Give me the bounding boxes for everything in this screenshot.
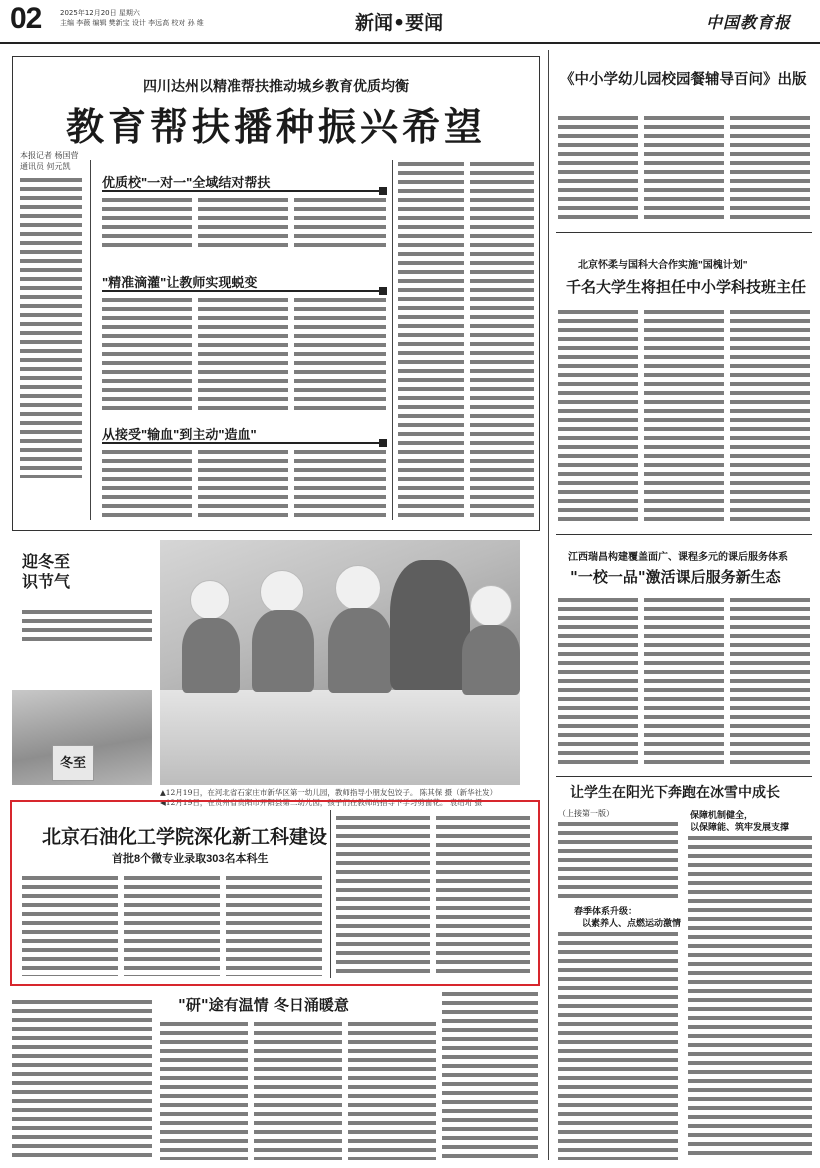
body-text <box>644 310 724 524</box>
papercut-photo <box>12 690 152 785</box>
right-article-1-title: 《中小学幼儿园校园餐辅导百问》出版 <box>560 72 807 88</box>
lead-subhead-1: 优质校"一对一"全域结对帮扶 <box>102 175 271 190</box>
photo-story-text <box>22 610 152 646</box>
child-hat <box>190 580 230 620</box>
page-number: 02 <box>10 2 42 35</box>
child-figure <box>328 608 392 693</box>
right-article-2-title: 千名大学生将担任中小学科技班主任 <box>566 278 807 296</box>
highlight-headline: 北京石油化工学院深化新工科建设 <box>42 826 328 848</box>
body-text <box>558 116 638 222</box>
divider <box>392 160 393 520</box>
lead-subhead-3: 从接受"输血"到主动"造血" <box>102 427 257 442</box>
subhead-bar <box>102 190 387 192</box>
photo-story-title <box>22 552 70 592</box>
photo-title-line-1: 迎冬至 <box>22 552 71 571</box>
divider <box>90 160 91 520</box>
solstice-sign: 冬至 <box>52 745 94 781</box>
page-meta <box>60 8 230 28</box>
body-text <box>336 816 430 978</box>
right-article-3-title: "一校一品"激活课后服务新生态 <box>570 568 781 586</box>
caption-line-2: ◀12月19日，在贵州省贵阳市开阳县第二幼儿园，孩子们在教师的指导下学习剪窗花。 袁绍珩 摄 <box>160 798 483 807</box>
caption-line-1: ▲12月19日，在河北省石家庄市新华区第一幼儿园，教师指导小朋友包饺子。 陈其保 摄（新华社发） <box>160 788 498 797</box>
child-hat <box>335 565 381 611</box>
body-text <box>730 598 810 766</box>
body-text <box>436 816 530 978</box>
body-text <box>398 162 464 522</box>
body-text <box>160 1022 248 1160</box>
meta-date: 2025年12月20日 星期六 <box>60 9 140 17</box>
body-text <box>12 1000 152 1160</box>
lead-headline: 教育帮扶播种振兴希望 <box>65 105 486 149</box>
body-text <box>102 450 192 522</box>
right-article-2-kicker: 北京怀柔与国科大合作实施"国槐计划" <box>578 260 748 271</box>
child-figure <box>462 625 520 695</box>
body-text <box>558 822 678 902</box>
lead-body-col1 <box>20 178 82 478</box>
body-text <box>558 598 638 766</box>
dumpling-photo <box>160 540 520 785</box>
child-figure <box>182 618 240 693</box>
body-text <box>730 310 810 524</box>
body-text <box>644 116 724 222</box>
body-text <box>124 876 220 976</box>
body-text <box>558 310 638 524</box>
body-text <box>294 198 386 248</box>
lead-subhead-2: "精准滴灌"让教师实现蜕变 <box>102 275 258 290</box>
divider <box>556 776 812 777</box>
column-divider <box>548 50 549 1160</box>
highlight-subtitle: 首批8个微专业录取303名本科生 <box>112 853 269 865</box>
body-text <box>688 836 812 1160</box>
body-text <box>198 298 288 410</box>
right-article-3-kicker: 江西瑞昌构建覆盖面广、课程多元的课后服务体系 <box>568 552 788 563</box>
body-text <box>730 116 810 222</box>
body-text <box>198 450 288 522</box>
bottom-headline: "研"途有温情 冬日涌暖意 <box>178 996 349 1014</box>
body-text <box>102 198 192 248</box>
body-text <box>294 450 386 522</box>
right-article-4-title: 让学生在阳光下奔跑在冰雪中成长 <box>570 785 780 801</box>
body-text <box>254 1022 342 1160</box>
right-article-4-subhead-1: 保障机制健全， <box>690 811 754 821</box>
body-text <box>442 992 538 1160</box>
divider <box>556 534 812 535</box>
child-hat <box>470 585 512 627</box>
body-text <box>348 1022 436 1160</box>
subhead-bar <box>102 442 387 444</box>
teacher-figure <box>390 560 470 690</box>
child-figure <box>252 610 314 692</box>
divider <box>556 232 812 233</box>
body-text <box>470 162 534 522</box>
right-article-4-subhead-2: 春季体系升级： <box>574 907 638 917</box>
subhead-bar <box>102 290 387 292</box>
paper-name: 中国教育报 <box>706 13 792 32</box>
child-hat <box>260 570 304 614</box>
body-text <box>22 876 118 976</box>
body-text <box>294 298 386 410</box>
photo-title-line-2: 识节气 <box>22 572 71 591</box>
right-article-4-byline: （上接第一版） <box>558 809 614 818</box>
body-text <box>644 598 724 766</box>
right-article-4-subhead-2b: 以素养人、点燃运动激情 <box>582 919 682 929</box>
right-article-4-subhead-1b: 以保障能、筑牢发展支撑 <box>690 823 790 833</box>
body-text <box>558 932 678 1160</box>
lead-byline: 本报记者 杨国营 通讯员 何元凯 <box>20 151 79 171</box>
body-text <box>226 876 322 976</box>
body-text <box>102 298 192 410</box>
table-surface <box>160 690 520 785</box>
lead-kicker: 四川达州以精准帮扶推动城乡教育优质均衡 <box>143 78 409 94</box>
divider <box>330 810 331 978</box>
meta-editors: 主编 李薇 编辑 樊新宝 设计 李远高 校对 孙 维 <box>60 19 204 27</box>
body-text <box>198 198 288 248</box>
section-title: 新闻•要闻 <box>355 12 444 34</box>
